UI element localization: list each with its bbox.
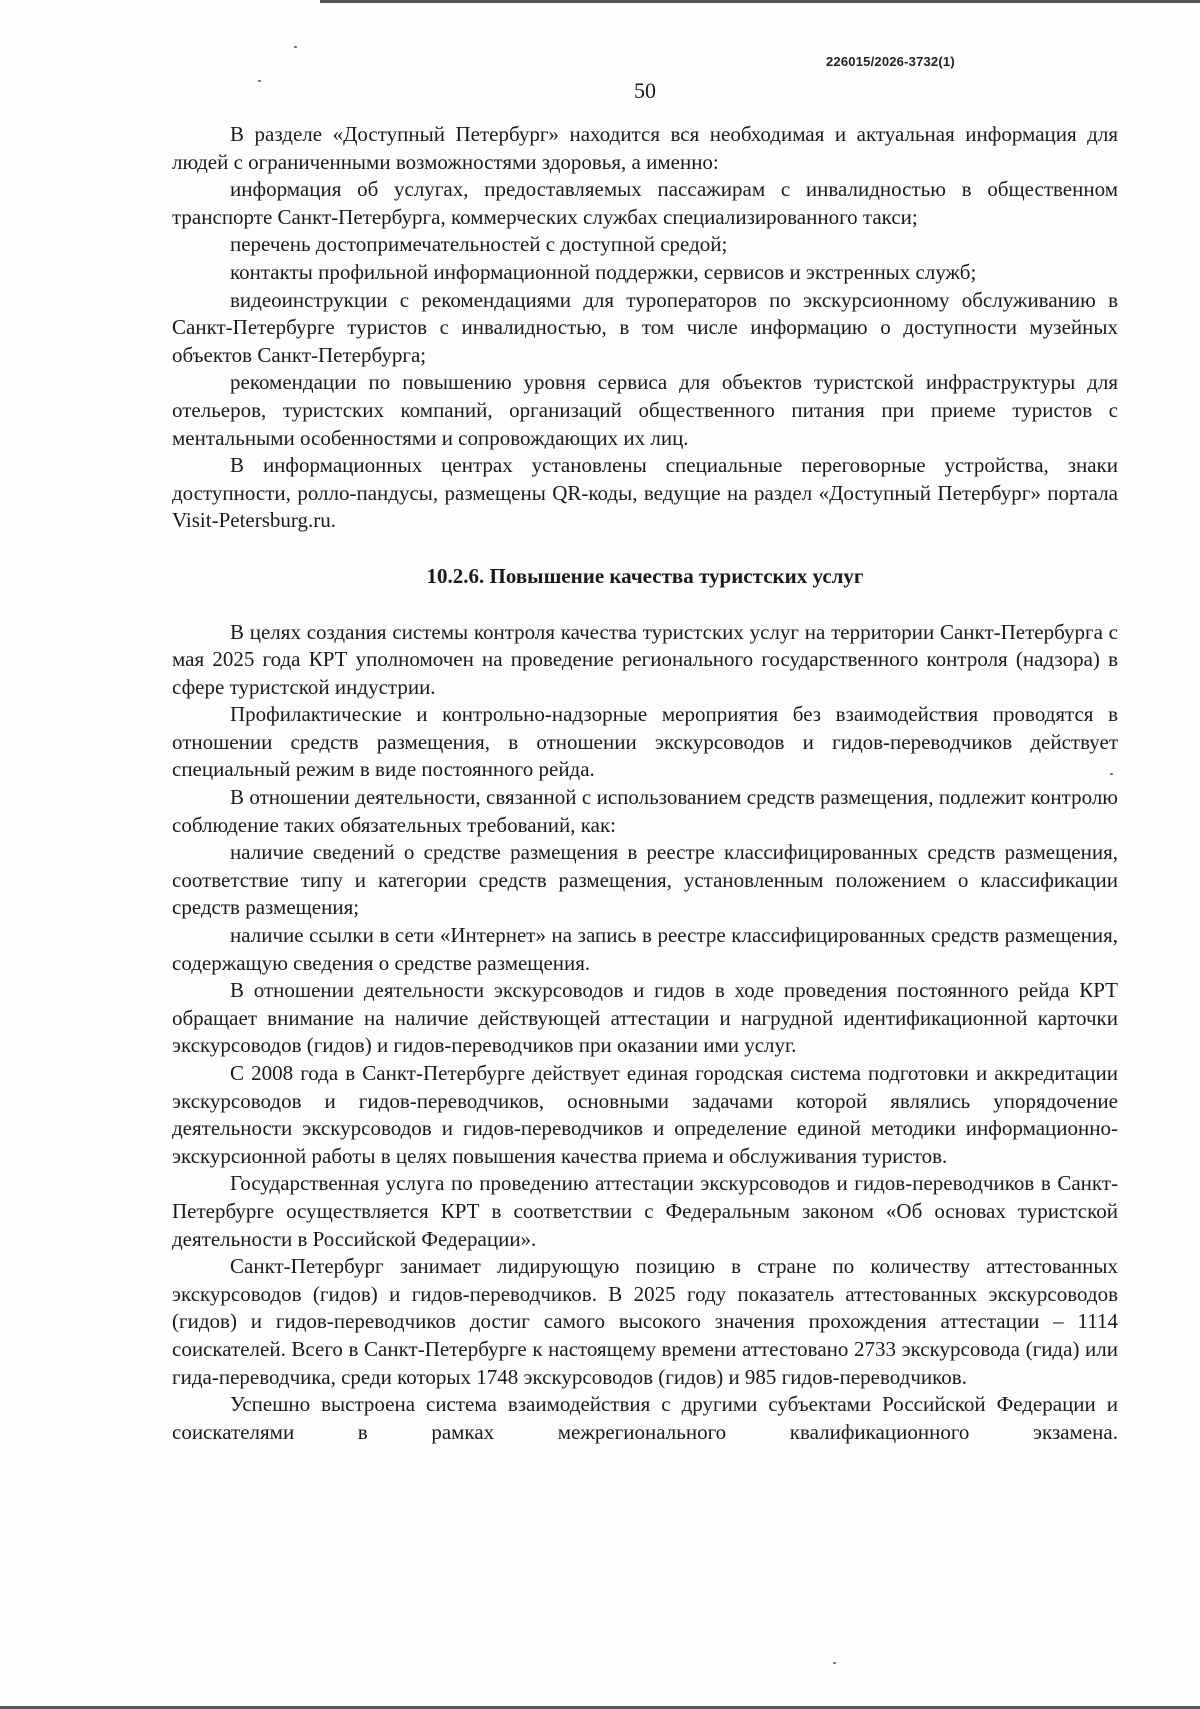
accessible-item-contacts: контакты профильной информационной поддержки, сервисов и экстренных служб; (230, 259, 977, 284)
scan-speck (294, 46, 297, 48)
section-heading: 10.2.6. Повышение качества туристских услуг (426, 563, 864, 588)
quality-paragraph: С 2008 года в Санкт-Петербурге действует единая городская система подготовки и аккредитации экскурсоводов и гидов-переводчиков, основными задачами которой являлись упорядочение деятельности экскурсоводов и гидов-переводчиков и определение единой методики информационно-экскурсионной работы в целях повышения качества приема и обслуживания туристов. (172, 1061, 1118, 1168)
accessible-item-transport: информация об услугах, предоставляемых пассажирам с инвалидностью в общественном транспорте Санкт-Петербурга, коммерческих службах специализированного такси; (172, 177, 1118, 229)
accessible-item-landmarks: перечень достопримечательностей с доступной средой; (230, 232, 728, 257)
quality-paragraph: Профилактические и контрольно-надзорные мероприятия без взаимодействия проводятся в отношении средств размещения, в отношении экскурсоводов и гидов-переводчиков действует специальный режим в виде постоянного рейда. (172, 702, 1118, 782)
quality-paragraph: Санкт-Петербург занимает лидирующую позицию в стране по количеству аттестованных экскурсоводов (гидов) и гидов-переводчиков. В 2025 году показатель аттестованных экскурсоводов (гидов) и гидов-переводчиков достиг самого высокого значения прохождения аттестации – 1114 соискателей. Всего в Санкт-Петербурге к настоящему времени аттестовано 2733 экскурсовода (гида) или гида-переводчика, среди которых 1748 экскурсоводов (гидов) и 985 гидов-переводчиков. (172, 1254, 1118, 1389)
accessible-info-centers: В информационных центрах установлены специальные переговорные устройства, знаки доступности, ролло-пандусы, размещены QR-коды, ведущие на раздел «Доступный Петербург» портала Visit-Petersburg.ru. (172, 453, 1118, 533)
accessible-item-recommendations: рекомендации по повышению уровня сервиса для объектов туристской инфраструктуры для отельеров, туристских компаний, организаций общественного питания при приеме туристов с ментальными особенностями и сопровождающих их лиц. (172, 370, 1118, 450)
accessible-intro: В разделе «Доступный Петербург» находится вся необходимая и актуальная информация для людей с ограниченными возможностями здоровья, а именно: (172, 122, 1118, 174)
quality-paragraph: В отношении деятельности, связанной с использованием средств размещения, подлежит контролю соблюдение таких обязательных требований, как: (172, 785, 1118, 837)
quality-paragraph: наличие ссылки в сети «Интернет» на запись в реестре классифицированных средств размещения, содержащую сведения о средстве размещения. (172, 923, 1118, 975)
quality-paragraph: В отношении деятельности экскурсоводов и гидов в ходе проведения постоянного рейда КРТ обращает внимание на наличие действующей аттестации и нагрудной идентификационной карточки экскурсоводов (гидов) и гидов-переводчиков при оказании ими услуг. (172, 978, 1118, 1058)
quality-paragraph: В целях создания системы контроля качества туристских услуг на территории Санкт-Петербурга с мая 2025 года КРТ уполномочен на проведение регионального государственного контроля (надзора) в сфере туристской индустрии. (172, 619, 1118, 699)
quality-paragraph: Государственная услуга по проведению аттестации экскурсоводов и гидов-переводчиков в Санкт-Петербурге осуществляется КРТ в соответствии с Федеральным законом «Об основах туристской деятельности в Российской Федерации». (172, 1171, 1118, 1251)
quality-paragraph: наличие сведений о средстве размещения в реестре классифицированных средств размещения, соответствие типу и категории средств размещения, установленным положением о классификации средств размещения; (172, 840, 1118, 920)
scan-speck (833, 1662, 836, 1664)
scan-edge-top (0, 0, 1200, 3)
page-number: 50 (634, 78, 656, 103)
document-body (172, 121, 1118, 1446)
registration-number: 226015/2026-3732(1) (826, 54, 955, 69)
accessible-item-video: видеоинструкции с рекомендациями для туроператоров по экскурсионному обслуживанию в Санкт-Петербурге туристов с инвалидностью, в том числе информацию о доступности музейных объектов Санкт-Петербурга; (172, 287, 1118, 367)
quality-paragraph: Успешно выстроена система взаимодействия с другими субъектами Российской Федерации и соискателями в рамках межрегионального квалификационного экзамена. (172, 1392, 1118, 1444)
